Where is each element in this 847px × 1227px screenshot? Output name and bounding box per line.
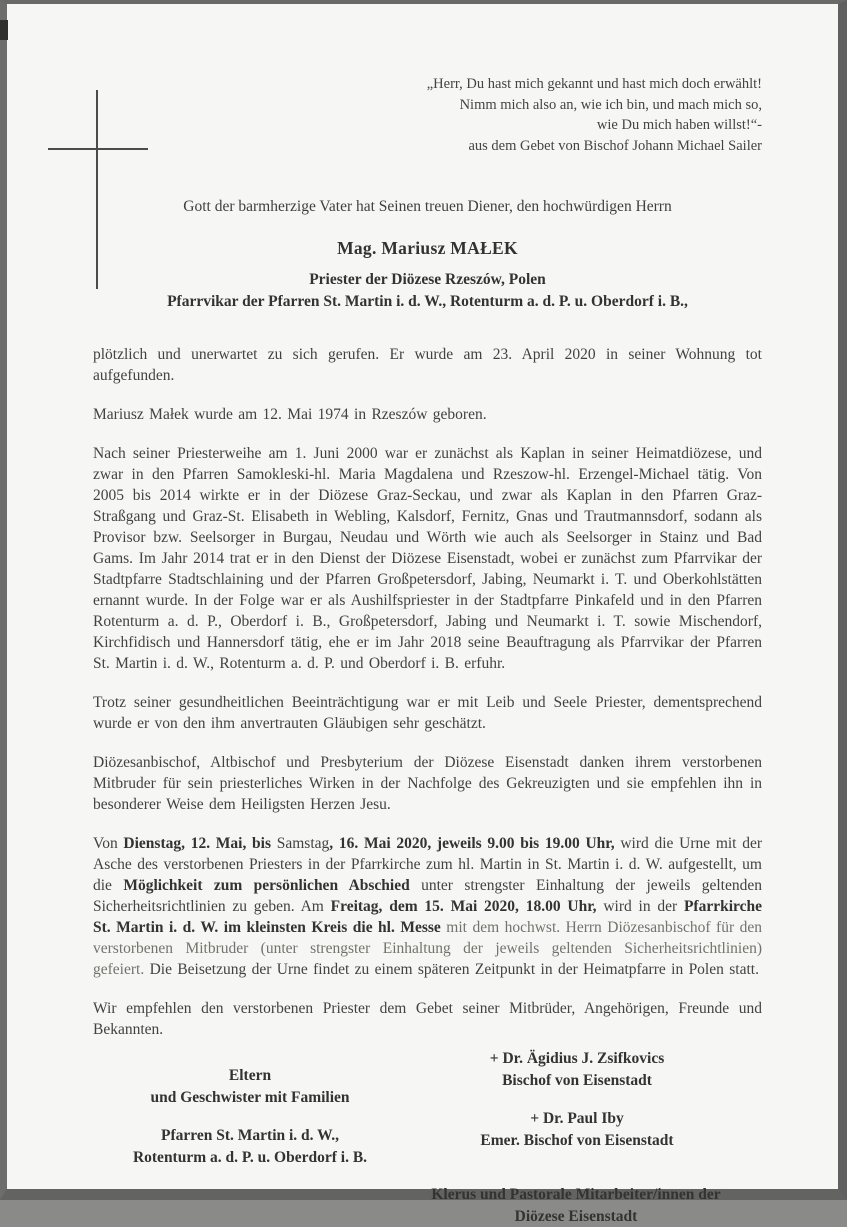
announcement-bishop-light: mit dem hochwst. Herrn Diözesanbischof für den verstorbenen Mitbruder (unter strengster Einhaltung der jeweils geltenden Sicherheitsrichtlinien) gefeiert. [93,919,762,978]
paragraph-death: plötzlich und unerwartet zu sich gerufen. Er wurde am 23. April 2020 in seiner Wohnung tot aufgefunden. [93,344,762,386]
opening-quote [93,74,762,156]
cross-vertical-line [96,90,98,289]
role-vicar: Pfarrvikar der Pfarren St. Martin i. d. W., Rotenturm a. d. P. u. Oberdorf i. B., [93,291,762,313]
signature-gap [100,1108,400,1125]
announcement-segment: wird die Urne mit der Asche des verstorbenen Priesters in der Pfarrkirche zum hl. Martin in St. Martin i. d. W. aufgestellt, um die [93,835,762,894]
signature-bishop-line: Bischof von Eisenstadt [412,1070,742,1092]
signature-family-line: Eltern [100,1065,400,1087]
scan-edge-artifact [0,20,8,40]
signature-clergy-line: Diözese Eisenstadt [366,1206,786,1227]
obituary-body [93,344,762,1040]
announcement-segment: Samstag [277,835,330,852]
quote-attribution: aus dem Gebet von Bischof Johann Michael Sailer [93,136,762,157]
role-priest: Priester der Diözese Rzeszów, Polen [93,269,762,291]
announcement-mass-date-bold: Freitag, dem 15. Mai 2020, 18.00 Uhr, [331,898,597,915]
signature-clergy [366,1184,786,1227]
signature-parishes-line: Rotenturm a. d. P. u. Oberdorf i. B. [100,1147,400,1169]
cross-horizontal-line [48,148,148,150]
deceased-name: Mag. Mariusz MAŁEK [93,238,762,259]
signature-parishes-line: Pfarren St. Martin i. d. W., [100,1125,400,1147]
page-content [7,74,838,1227]
announcement-date-bold: , 16. Mai 2020, jeweils 9.00 bis 19.00 Uhr, [329,835,614,852]
announcement-farewell-bold: Möglichkeit zum persönlichen Abschied [123,877,409,894]
paragraph-thanks: Diözesanbischof, Altbischof und Presbyterium der Diözese Eisenstadt danken ihrem verstorbenen Mitbruder für sein priesterliches Wirken in der Nachfolge des Gekreuzigten und sie empfehlen ihn in besonderer Weise dem Heiligsten Herzen Jesu. [93,752,762,815]
quote-line: Nimm mich also an, wie ich bin, und mach mich so, [93,95,762,116]
signature-clergy-line: Klerus und Pastorale Mitarbeiter/innen der [366,1184,786,1206]
announcement-segment: unter strengster Einhaltung der jeweils geltenden Sicherheitsrichtlinien zu geben. Am [93,877,762,915]
paragraph-esteem: Trotz seiner gesundheitlichen Beeinträchtigung war er mit Leib und Seele Priester, dementsprechend wurde er von den ihm anvertrauten Gläubigen sehr geschätzt. [93,692,762,734]
quote-line: „Herr, Du hast mich gekannt und hast mich doch erwählt! [93,74,762,95]
quote-line: wie Du mich haben willst!“- [93,115,762,136]
signature-bishops [412,1048,742,1168]
signature-bishop-line: + Dr. Ägidius J. Zsifkovics [412,1048,742,1070]
signature-row [93,1048,762,1168]
intro-line: Gott der barmherzige Vater hat Seinen treuen Diener, den hochwürdigen Herrn [93,198,762,216]
paragraph-announcement [93,833,762,980]
paragraph-birth: Mariusz Małek wurde am 12. Mai 1974 in Rzeszów geboren. [93,404,762,425]
signature-family-parishes [100,1065,400,1168]
signature-gap [412,1091,742,1108]
deceased-roles [93,269,762,312]
paragraph-prayer: Wir empfehlen den verstorbenen Priester dem Gebet seiner Mitbrüder, Angehörigen, Freunde und Bekannten. [93,998,762,1040]
signature-family-line: und Geschwister mit Familien [100,1087,400,1109]
announcement-segment: wird in der [597,898,684,915]
signature-bishop-emeritus-line: Emer. Bischof von Eisenstadt [412,1130,742,1152]
announcement-segment: Die Beisetzung der Urne findet zu einem späteren Zeitpunkt in der Heimatpfarre in Polen statt. [144,961,759,978]
announcement-mass-bold: Pfarrkirche St. Martin i. d. W. im kleinsten Kreis die hl. Messe [93,898,762,936]
signature-bishop-emeritus-line: + Dr. Paul Iby [412,1108,742,1130]
announcement-segment: Von [93,835,123,852]
announcement-date-bold: Dienstag, 12. Mai, bis [123,835,276,852]
paragraph-career: Nach seiner Priesterweihe am 1. Juni 2000 war er zunächst als Kaplan in seiner Heimatdiözese, und zwar in den Pfarren Samokleski-hl. Maria Magdalena und Rzeszow-hl. Erzengel-Michael tätig. Von 2005 bis 2014 wirkte er in der Diözese Graz-Seckau, und zwar als Kaplan in den Pfarren Graz-Straßgang und Graz-St. Elisabeth in Webling, Kalsdorf, Fernitz, Gnas und Trautmannsdorf, sodann als Provisor bzw. Seelsorger in Burgau, Neudau und Wörth wie auch als Seelsorger in Stainz und Bad Gams. Im Jahr 2014 trat er in den Dienst der Diözese Eisenstadt, wobei er zunächst zum Pfarrvikar der Stadtpfarre Stadtschlaining und der Pfarren Großpetersdorf, Jabing, Neumarkt i. T. und Oberkohlstätten ernannt wurde. In der Folge war er als Aushilfspriester in der Stadtpfarre Pinkafeld und in den Pfarren Rotenturm a. d. P., Oberdorf i. B., Großpetersdorf, Jabing und Neumarkt i. T. sowie Mischendorf, Kirchfidisch und Hannersdorf tätig, ehe er im Jahr 2018 seine Beauftragung als Pfarrvikar der Pfarren St. Martin i. d. W., Rotenturm a. d. P. und Oberdorf i. B. erfuhr. [93,443,762,674]
